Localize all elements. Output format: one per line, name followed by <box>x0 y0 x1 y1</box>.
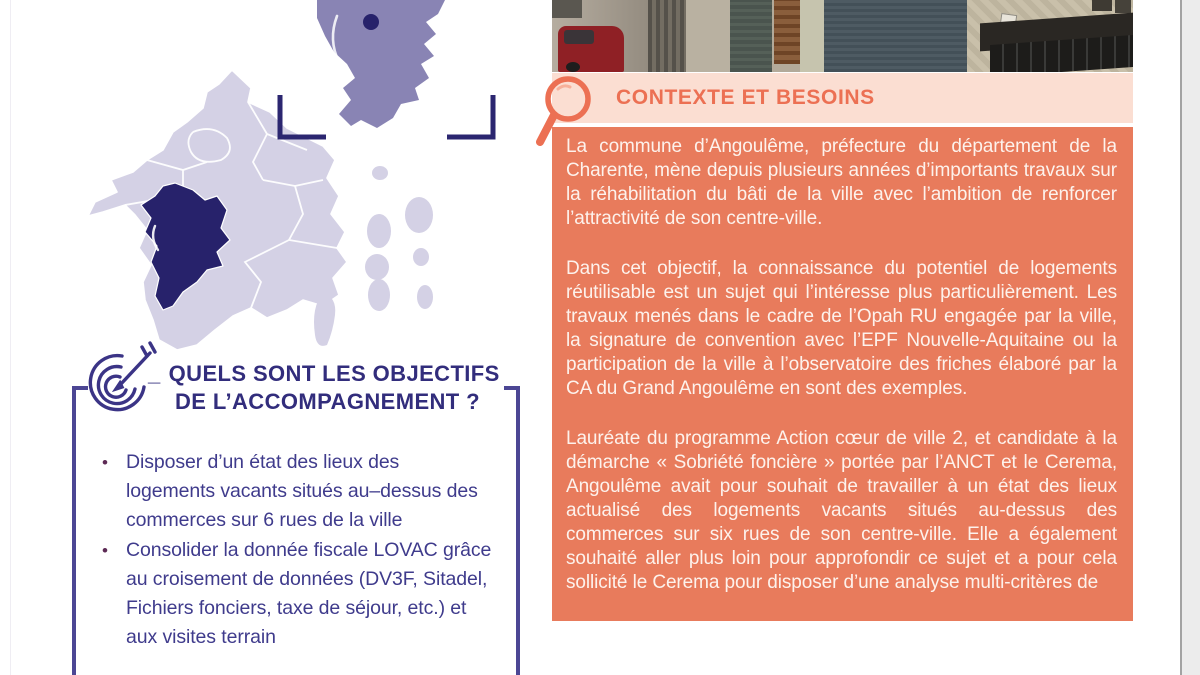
objectives-frame-right-bracket <box>504 386 520 675</box>
map-location-dot <box>363 14 379 30</box>
france-map <box>55 0 515 356</box>
objectives-heading-line1: QUELS SONT LES OBJECTIFS <box>168 361 500 386</box>
photo-wall <box>686 0 730 72</box>
photo-window <box>1092 0 1112 11</box>
objectives-heading-line2: DE L’ACCOMPAGNEMENT ? <box>175 389 480 414</box>
page-left-edge <box>10 0 11 675</box>
map-overseas-islands <box>365 166 433 311</box>
context-paragraph: Dans cet objectif, la connaissance du potentiel de logements réutilisable est un sujet qui l’intéresse plus particulièrement. Les travaux menés dans le cadre de l’Opah RU engagée par la ville, la signature de convention avec l’EPF Nouvelle-Aquitaine ou la participation de la ville à l’observatoire des friches élaboré par la CA du Grand Angoulême en sont des exemples. <box>566 258 1117 399</box>
context-text-block <box>552 127 1133 621</box>
photo-car-wheel <box>566 62 580 72</box>
photo-metal-gate <box>648 0 686 72</box>
context-header-band <box>552 73 1133 123</box>
photo-window <box>1115 0 1131 13</box>
map-frame-bracket-right <box>447 95 493 137</box>
photo-ladder <box>774 0 800 64</box>
photo-column <box>800 0 824 72</box>
viewer-background-strip <box>1180 0 1200 675</box>
objectives-list-item: • Disposer d’un état des lieux des logements vacants situés au–dessus des commerces sur 6 rues de la ville <box>100 448 492 535</box>
objectives-list-item: • Consolider la donnée fiscale LOVAC grâce au croisement de données (DV3F, Sitadel, Fichiers fonciers, taxe de séjour, etc.) et aux visites terrain <box>100 536 492 652</box>
context-column <box>552 0 1133 621</box>
street-photo <box>552 0 1133 72</box>
magnifying-glass-icon <box>534 72 606 154</box>
photo-shutter <box>730 0 772 72</box>
context-paragraph: Lauréate du programme Action cœur de ville 2, et candidate à la démarche « Sobriété foncière » portée par l’ANCT et le Cerema, Angoulême avait pour souhait de travailler à un état des lieux actualisé des logements vacants situés au-dessus des commerces sur six rues de son centre-ville. Elle a également souhaité aller plus loin pour approfondir ce sujet et a pour cela sollicité le Cerema pour disposer d’une analyse multi-critères de <box>566 428 1117 593</box>
context-title: CONTEXTE ET BESOINS <box>616 86 875 109</box>
heading-underscore: _ <box>148 361 161 386</box>
photo-dark-sign <box>552 0 582 18</box>
photo-car-window <box>564 30 594 44</box>
objectives-heading <box>148 360 528 416</box>
objectives-frame-left-bracket <box>72 386 88 675</box>
objectives-list <box>100 448 492 653</box>
context-paragraph: La commune d’Angoulême, préfecture du département de la Charente, mène depuis plusieurs années d’importants travaux sur la réhabilitation du bâti de la ville avec l’ambition de renforcer l’attractivité de son centre-ville. <box>566 136 1117 229</box>
photo-large-shutter <box>824 0 970 72</box>
